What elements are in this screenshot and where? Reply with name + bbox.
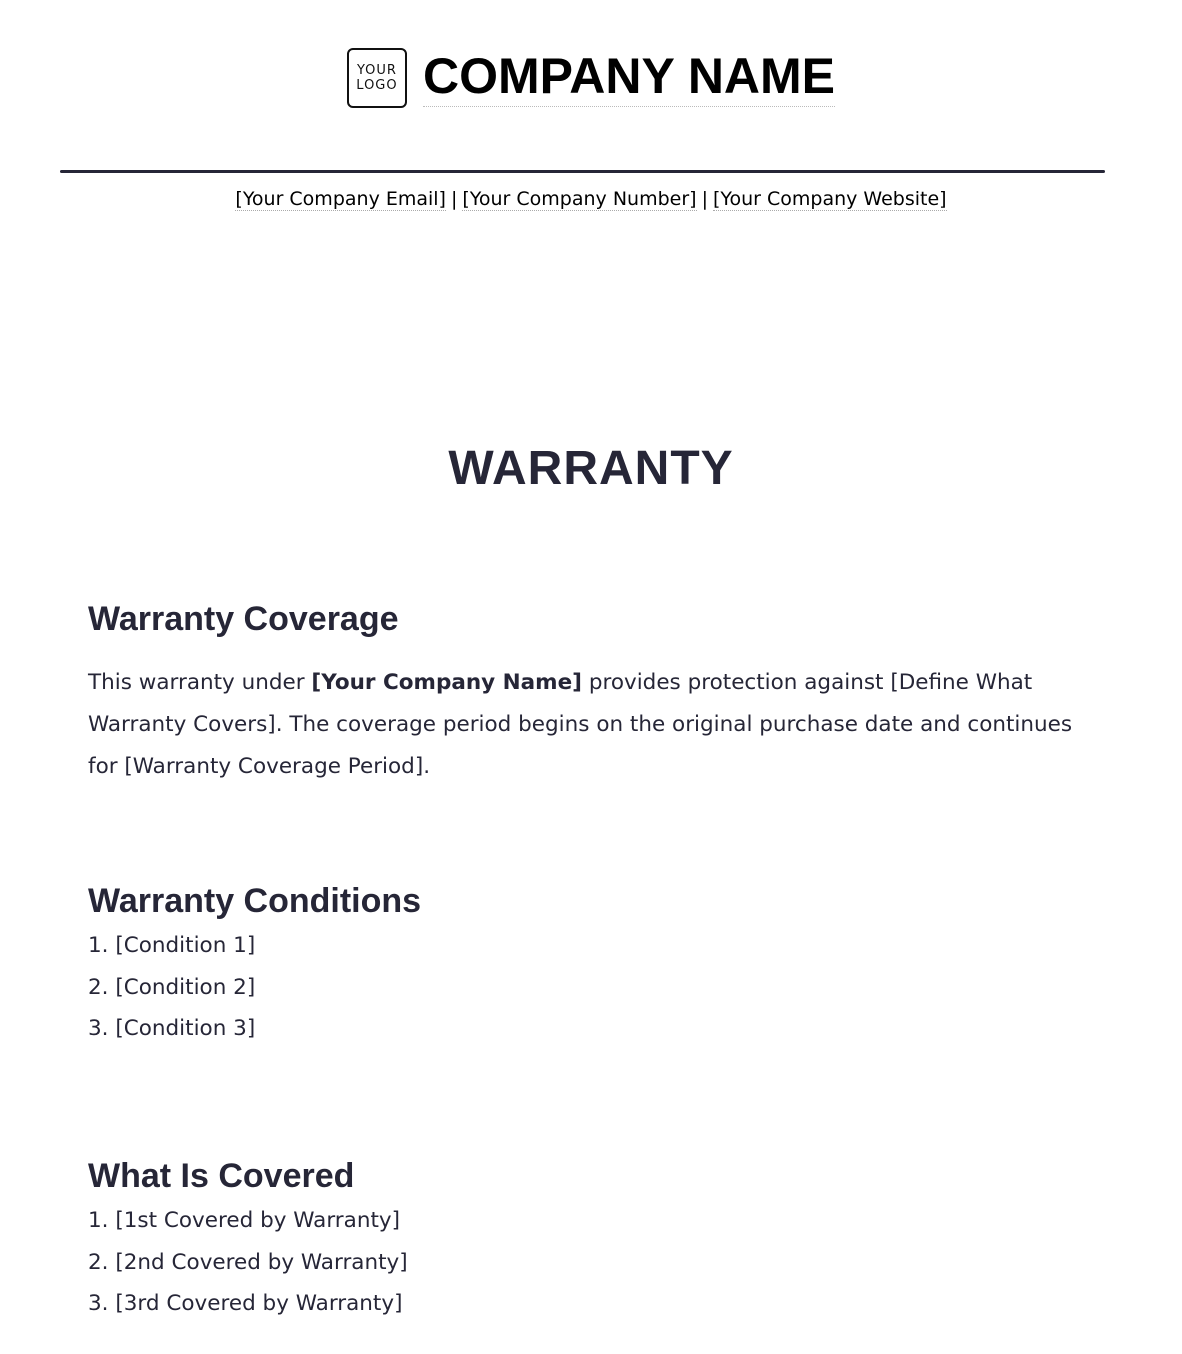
company-email-field[interactable]: [Your Company Email]: [235, 188, 446, 210]
logo-text-line2: LOGO: [356, 78, 398, 93]
company-name[interactable]: COMPANY NAME: [423, 48, 835, 107]
list-item: 1. [1st Covered by Warranty]: [88, 1208, 400, 1233]
document-title: WARRANTY: [448, 442, 734, 495]
logo-text-line1: YOUR: [356, 63, 397, 78]
list-item: 3. [Condition 3]: [88, 1016, 256, 1041]
separator: |: [450, 188, 458, 210]
company-number-field[interactable]: [Your Company Number]: [462, 188, 697, 210]
conditions-heading: Warranty Conditions: [88, 882, 422, 920]
list-item: 1. [Condition 1]: [88, 933, 256, 958]
logo-placeholder: [347, 48, 407, 108]
covered-list: [88, 1200, 408, 1325]
conditions-list: [88, 925, 255, 1050]
company-website-field[interactable]: [Your Company Website]: [712, 188, 947, 210]
company-name-placeholder: [Your Company Name]: [311, 670, 582, 695]
covered-heading: What Is Covered: [88, 1157, 355, 1195]
list-item: 2. [Condition 2]: [88, 974, 256, 1000]
separator: |: [701, 188, 708, 210]
letterhead: [0, 46, 1182, 108]
coverage-heading: Warranty Coverage: [88, 600, 399, 638]
contact-line: [0, 186, 1182, 212]
header-divider: [60, 170, 1105, 173]
coverage-paragraph: [88, 662, 1078, 788]
coverage-text-after: provides protection against [Define What Warranty Covers]. The coverage period begins on the original purchase date and continues for [Warranty Coverage Period].: [88, 670, 1073, 779]
coverage-text-before: This warranty under: [88, 670, 312, 695]
list-item: 3. [3rd Covered by Warranty]: [88, 1291, 403, 1316]
list-item: 2. [2nd Covered by Warranty]: [88, 1249, 408, 1275]
